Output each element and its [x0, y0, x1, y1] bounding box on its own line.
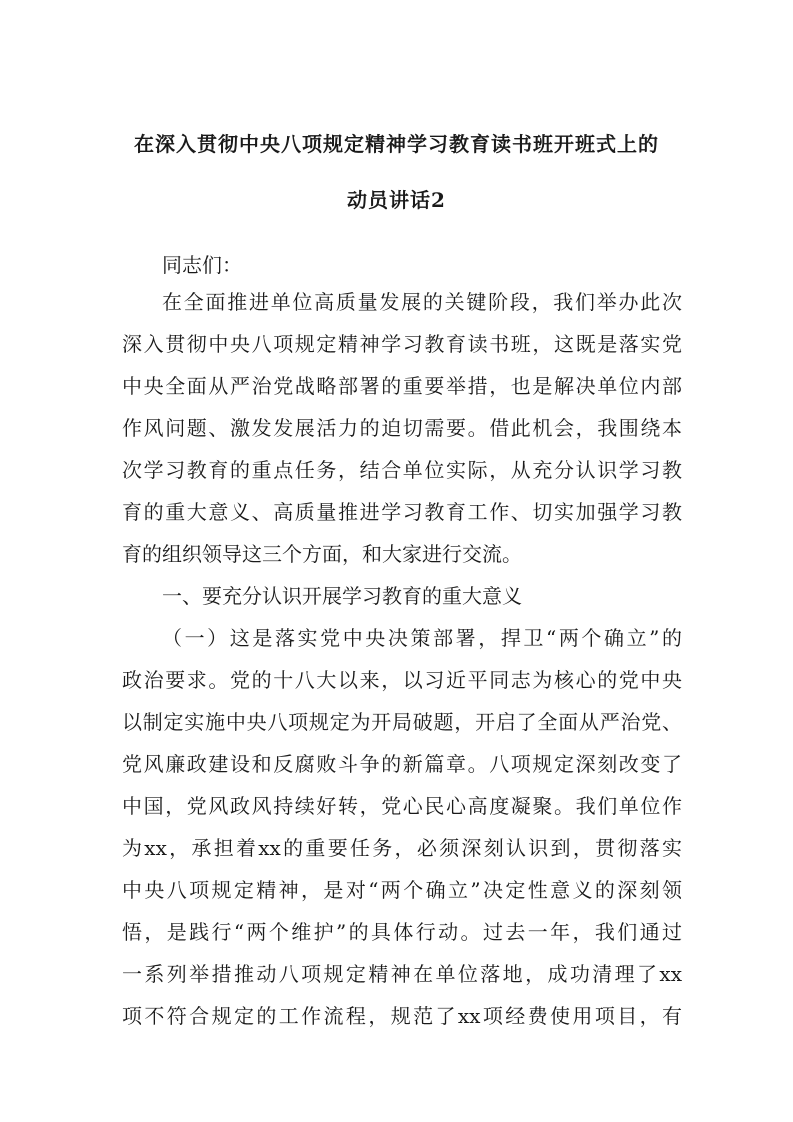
paragraph-line: 一系列举措推动八项规定精神在单位落地，成功清理了xx — [122, 962, 682, 986]
paragraph-line: 中央全面从严治党战略部署的重要举措，也是解决单位内部 — [122, 374, 682, 398]
paragraph-line: 悟，是践行“两个维护”的具体行动。过去一年，我们通过 — [122, 920, 682, 944]
paragraph-line: 以制定实施中央八项规定为开局破题，开启了全面从严治党、 — [122, 710, 682, 734]
paragraph-line: 项不符合规定的工作流程，规范了xx项经费使用项目，有 — [122, 1004, 682, 1028]
paragraph-line: 在全面推进单位高质量发展的关键阶段，我们举办此次 — [162, 290, 682, 314]
paragraph-line: 党风廉政建设和反腐败斗争的新篇章。八项规定深刻改变了 — [122, 752, 682, 776]
paragraph-line: 深入贯彻中央八项规定精神学习教育读书班，这既是落实党 — [122, 332, 682, 356]
paragraph-line: 政治要求。党的十八大以来，以习近平同志为核心的党中央 — [122, 668, 682, 692]
document-title-line-1: 在深入贯彻中央八项规定精神学习教育读书班开班式上的 — [134, 132, 659, 156]
paragraph-line: 次学习教育的重点任务，结合单位实际，从充分认识学习教 — [122, 458, 682, 482]
paragraph-line: 作风问题、激发发展活力的迫切需要。借此机会，我围绕本 — [122, 416, 682, 440]
paragraph-line: 育的重大意义、高质量推进学习教育工作、切实加强学习教 — [122, 500, 682, 524]
paragraph-line: 为xx，承担着xx的重要任务，必须深刻认识到，贯彻落实 — [122, 836, 682, 860]
document-title-line-2: 动员讲话2 — [347, 188, 446, 212]
paragraph-line: 中央八项规定精神，是对“两个确立”决定性意义的深刻领 — [122, 878, 682, 902]
section-heading: 一、要充分认识开展学习教育的重大意义 — [162, 584, 522, 608]
paragraph-line: （一）这是落实党中央决策部署，捍卫“两个确立”的 — [162, 626, 682, 650]
salutation: 同志们： — [162, 253, 242, 277]
paragraph-line: 育的组织领导这三个方面，和大家进行交流。 — [122, 542, 522, 566]
paragraph-line: 中国，党风政风持续好转，党心民心高度凝聚。我们单位作 — [122, 794, 682, 818]
